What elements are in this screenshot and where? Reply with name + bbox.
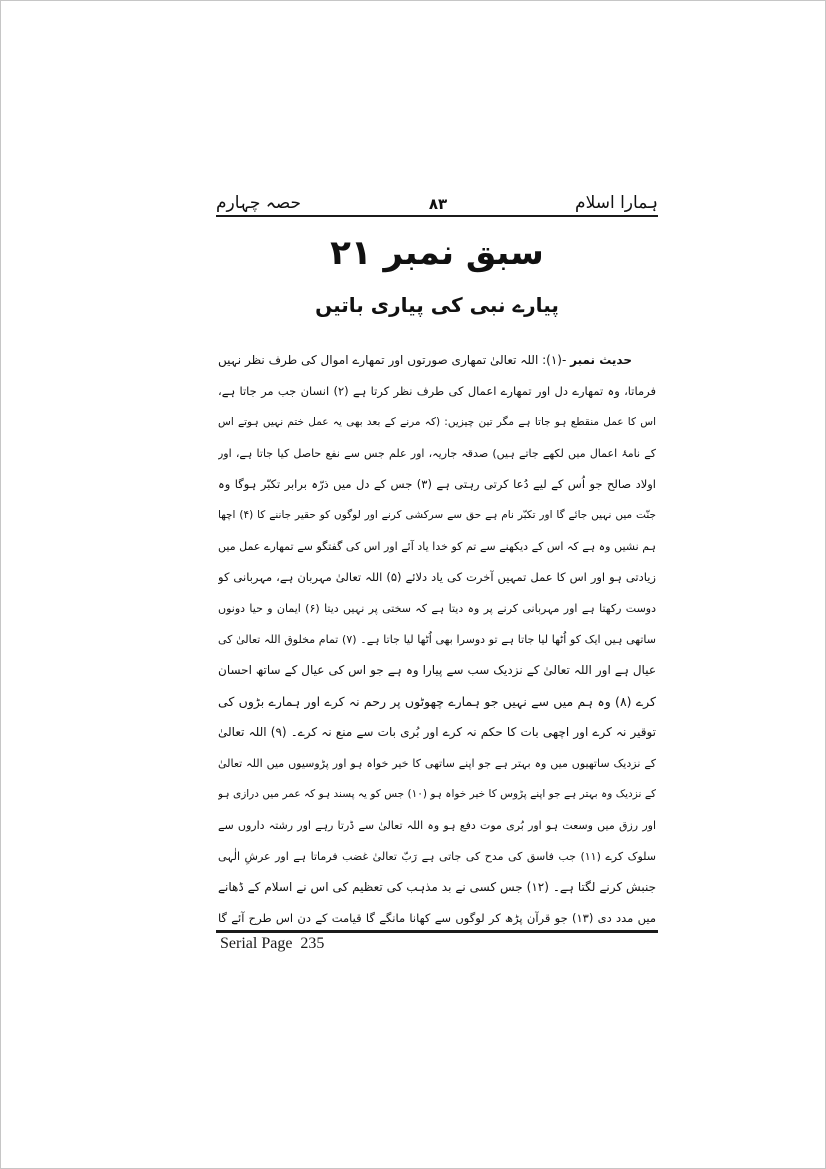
body-line: جنبش کرنے لگتا ہے۔ (۱۲) جس کسی نے بد مذہب کی تعظیم کی اس نے اسلام کے ڈھانے bbox=[218, 880, 656, 894]
body-line: اور رزق میں وسعت ہو اور بُری موت دفع ہو وہ اللہ تعالیٰ سے ڈرتا رہے اور رشتہ داروں سے bbox=[218, 819, 656, 832]
body-line: عیال ہے اور اللہ تعالیٰ کے نزدیک سب سے پیارا وہ ہے جو اس کی عیال کے ساتھ احسان bbox=[218, 663, 656, 677]
body-line: کے نزدیک ساتھیوں میں وہ بہتر ہے جو اپنے ساتھی کا خیر خواہ ہو اور پڑوسیوں میں اللہ تعالیٰ bbox=[218, 757, 656, 770]
header-page-number: ۸۳ bbox=[428, 195, 448, 213]
body-line: سلوک کرے (۱۱) جب فاسق کی مدح کی جاتی ہے رَبّ تعالیٰ غضب فرماتا ہے اور عرشِ الٰہی bbox=[218, 850, 656, 863]
header-book-title: ہمارا اسلام bbox=[575, 192, 658, 213]
body-text bbox=[218, 345, 656, 934]
body-line-text: -(۱): اللہ تعالیٰ تمھاری صورتوں اور تمھارے اموال کی طرف نظر نہیں bbox=[218, 353, 571, 367]
serial-page-label: Serial Page 235 bbox=[220, 935, 325, 952]
body-line: جنّت میں نہیں جائے گا اور تکبّر نام ہے حق سے سرکشی کرنے اور لوگوں کو حقیر جاننے کا (۴) اچھا bbox=[218, 509, 656, 521]
page-header bbox=[216, 181, 658, 213]
body-line: فرماتا، وہ تمھارے دل اور تمھارے اعمال کی طرف نظر کرتا ہے (۲) انسان جب مر جاتا ہے، bbox=[218, 384, 656, 398]
body-line: زیادتی ہو اور اس کا عمل تمہیں آخرت کی یاد دلائے (۵) اللہ تعالیٰ مہربان ہے، مہربانی کو bbox=[218, 570, 656, 584]
body-line: اولاد صالح جو اُس کے لیے دُعا کرتی رہتی ہے (۳) جس کے دل میں ذرّہ برابر تکبّر ہوگا وہ bbox=[218, 477, 656, 491]
body-line: میں مدد دی (۱۳) جو قرآن پڑھ کر لوگوں سے کھانا مانگے گا قیامت کے دن اس طرح آئے گا bbox=[218, 911, 656, 925]
header-part-label: حصہ چہارم bbox=[216, 192, 302, 213]
body-line: توقیر نہ کرے اور اچھی بات کا حکم نہ کرے اور بُری بات سے منع نہ کرے۔ (۹) اللہ تعالیٰ bbox=[218, 725, 656, 739]
body-line: کرے (۸) وہ ہم میں سے نہیں جو ہمارے چھوٹوں پر رحم نہ کرے اور ہمارے بڑوں کی bbox=[218, 694, 656, 709]
body-line: ساتھی ہیں ایک کو اُٹھا لیا جاتا ہے تو دوسرا بھی اُٹھا لیا جاتا ہے۔ (۷) تمام مخلوق اللہ تعالیٰ کی bbox=[218, 633, 656, 646]
footer-divider-rule bbox=[216, 930, 658, 933]
body-line bbox=[218, 345, 656, 376]
body-line: اس کا عمل منقطع ہو جاتا ہے مگر تین چیزیں: (کہ مرنے کے بعد بھی یہ عمل ختم نہیں ہوتے اس bbox=[218, 416, 656, 428]
header-divider-rule bbox=[216, 215, 658, 217]
lesson-subtitle: پیارے نبی کی پیاری باتیں bbox=[315, 293, 559, 317]
body-line: ہم نشیں وہ ہے کہ اس کے دیکھنے سے تم کو خدا یاد آئے اور اس کی گفتگو سے تمھارے عمل میں bbox=[218, 540, 656, 553]
body-line: کے نامۂ اعمال میں لکھے جاتے ہیں) صدقہ جاریہ، اور علم جس سے نفع حاصل کیا جاتا ہے، اور bbox=[218, 447, 656, 460]
lesson-title: سبق نمبر ۲۱ bbox=[330, 233, 544, 273]
body-line: کے نزدیک وہ بہتر ہے جو اپنے پڑوس کا خیر خواہ ہو (۱۰) جس کو یہ پسند ہو کہ عمر میں درازی ہو bbox=[218, 788, 656, 800]
body-line: دوست رکھتا ہے اور مہربانی کرنے پر وہ دیتا ہے کہ سختی پر نہیں دیتا (۶) ایمان و حیا دونوں bbox=[218, 602, 656, 615]
hadith-number-label: حدیث نمبر bbox=[570, 353, 633, 367]
